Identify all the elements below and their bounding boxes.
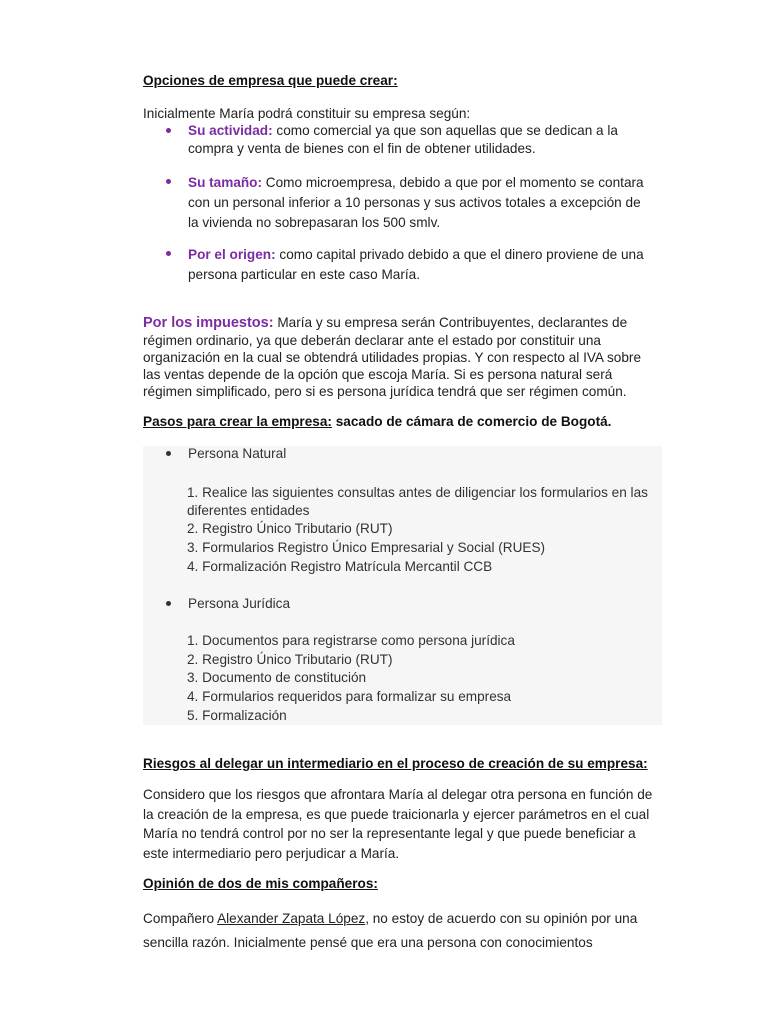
bullet-line: con un personal inferior a 10 personas y sus activos totales a excepción de [188,195,641,210]
paragraph-line: María y su empresa serán Contribuyentes, declarantes de [277,315,628,330]
step-item: 3. Formularios Registro Único Empresarial y Social (RUES) [187,540,546,555]
paragraph-line: régimen simplificado, pero si es persona jurídica tendrá que ser régimen común. [143,384,627,399]
bullet-marker [166,251,171,256]
step-item: 2. Registro Único Tributario (RUT) [187,652,393,667]
section-heading-options: Opciones de empresa que puede crear: [143,73,398,88]
bullet-line: como comercial ya que son aquellas que se dedican a la [276,123,618,138]
persona-natural-label: Persona Natural [188,446,287,461]
paragraph-line: la creación de la empresa, es que puede traicionarla y ejercer parámetros en el cual [143,806,650,822]
opinion-paragraph [143,907,668,955]
taxes-paragraph [143,314,668,400]
paragraph-line: régimen ordinario, ya que deberán declarar ante el estado por constituir una [143,333,601,348]
bullet-line: compra y venta de bienes con el fin de obtener utilidades. [188,141,536,156]
step-item: 2. Registro Único Tributario (RUT) [187,521,393,536]
intro-paragraph: Inicialmente María podrá constituir su empresa según: [143,106,471,121]
bullet-label: Por el origen: [188,247,276,262]
persona-juridica-label: Persona Jurídica [188,596,291,611]
bullet-label: Su actividad: [188,123,273,138]
paragraph-line: Considero que los riesgos que afrontara María al delegar otra persona en función de [143,787,653,802]
paragraph-line: sencilla razón. Inicialmente pensé que era una persona con conocimientos [143,935,593,950]
bullet-line: la vivienda no sobrepasaran los 500 smlv. [188,215,441,230]
bullet-tamano [188,173,668,233]
bullet-origen [188,245,668,285]
paragraph-line: organización en la cual se obtendrá utilidades propias. Y con respecto al IVA sobre [143,350,642,365]
bullet-actividad [188,122,668,158]
risks-paragraph [143,785,668,863]
paragraph-line: María no tendrá control por no ser la representante legal y que puede beneficiar a [143,826,636,841]
opinion-line-rest: , no estoy de acuerdo con su opinión por una [365,911,638,926]
bullet-line: Como microempresa, debido a que por el momento se contara [265,175,644,190]
paragraph-line: este intermediario pero perjudicar a María. [143,845,400,861]
step-item: 3. Documento de constitución [187,670,367,685]
section-heading-opinion: Opinión de dos de mis compañeros: [143,876,378,891]
classmate-name: Alexander Zapata López [217,911,366,926]
step-item: 1. Realice las siguientes consultas antes de diligenciar los formularios en las [187,485,648,500]
bullet-marker [166,601,171,606]
step-item: 5. Formalización [187,708,287,723]
bullet-marker [166,451,171,456]
step-item: 1. Documentos para registrarse como persona jurídica [187,633,515,648]
bullet-marker [166,179,171,184]
section-heading-steps [143,413,611,431]
step-item: 4. Formalización Registro Matrícula Mercantil CCB [187,559,493,574]
taxes-label: Por los impuestos: [143,315,274,331]
bullet-marker [166,128,171,133]
bullet-line: persona particular en este caso María. [188,267,420,282]
opinion-prefix: Compañero [143,911,218,926]
bullet-line: como capital privado debido a que el dinero proviene de una [279,247,644,262]
step-item: diferentes entidades [187,503,310,518]
steps-heading-underlined: Pasos para crear la empresa: [143,414,332,429]
section-heading-risks: Riesgos al delegar un intermediario en el proceso de creación de su empresa: [143,756,648,771]
step-item: 4. Formularios requeridos para formalizar su empresa [187,689,512,704]
steps-heading-rest: sacado de cámara de comercio de Bogotá. [331,414,612,429]
paragraph-line: las ventas depende de la opción que escoja María. Si es persona natural será [143,367,613,382]
bullet-label: Su tamaño: [188,175,263,190]
